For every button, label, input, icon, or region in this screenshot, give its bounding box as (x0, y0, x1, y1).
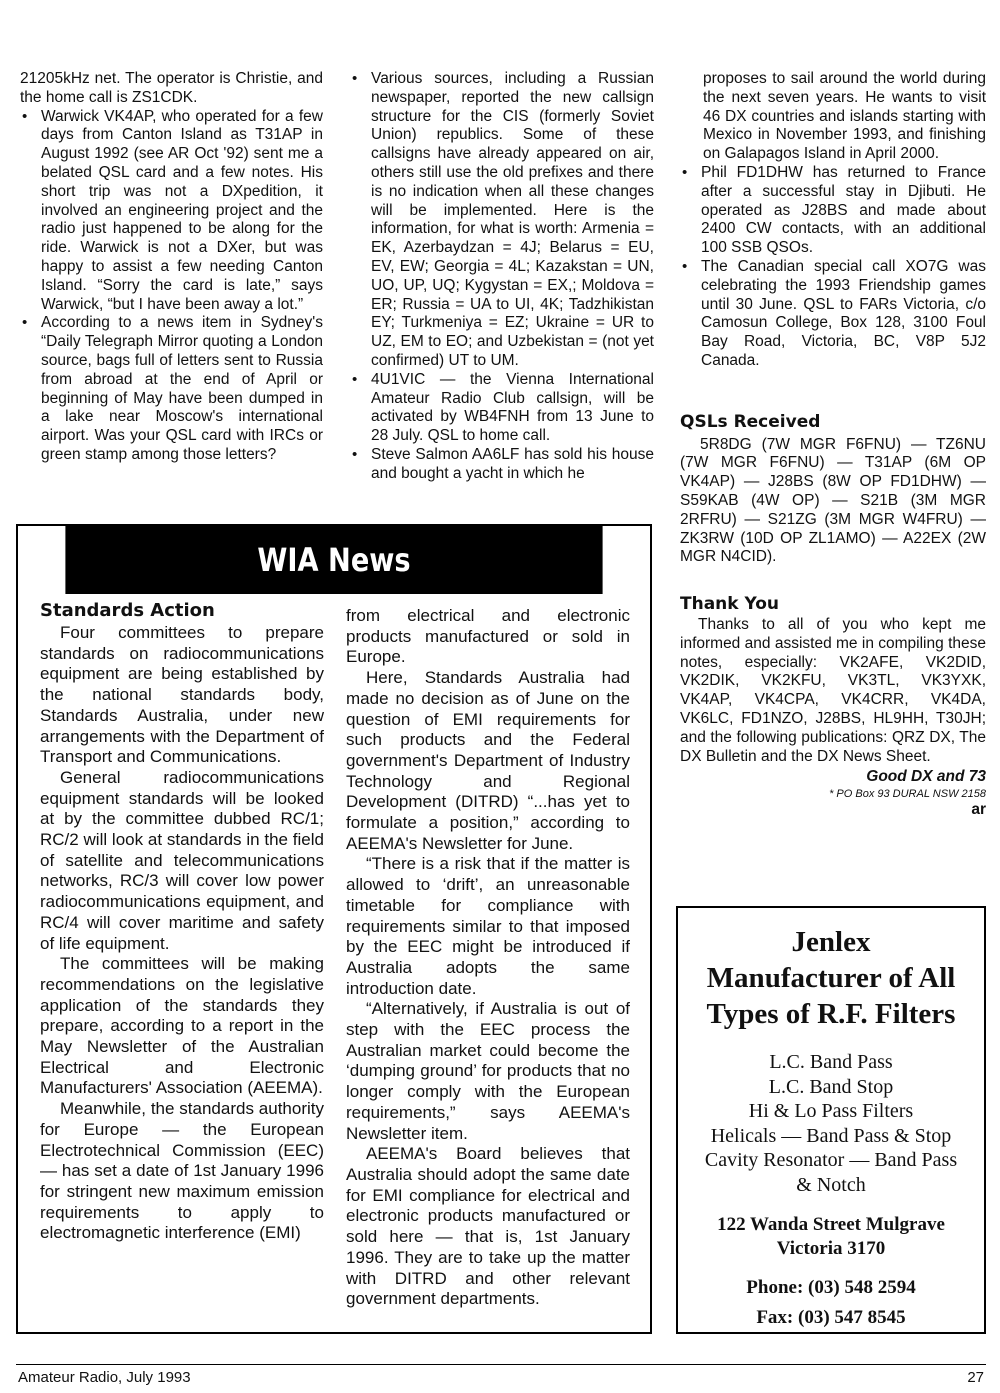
author-address: * PO Box 93 DURAL NSW 2158 (829, 788, 986, 801)
paragraph: proposes to sail around the world during the next seven years. He wants to visit 46 DX countries and islands starting with Mexico in November 1993, and finishing on Galapagos Island in April 2000. (703, 70, 986, 163)
paragraph: Four committees to prepare standards on radiocommunications equipment are being established by the national standards body, Standards Australia, under new arrangements with the Department of Transport and Communications. (40, 623, 324, 767)
paragraph: 21205kHz net. The operator is Christie, and the home call is ZS1CDK. (20, 70, 323, 106)
paragraph: AEEMA's Board believes that Australia should adopt the same date for EMI compliance for electrical and electronic products manufactured or sold here — that is, 1st January 1996. They are to take up the matter with DITRD and other relevant government departments. (346, 1144, 630, 1309)
paragraph: Meanwhile, the standards authority for Europe — the European Electrotechnical Commission (EEC) — has set a date of 1st January 1996 for stringent new maximum emission requirements to apply to electromagnetic interference (EMI) (40, 1099, 324, 1243)
qsls-text: 5R8DG (7W MGR F6FNU) — TZ6NU (7W MGR F6FNU) — T31AP (6M OP VK4AP) — J28BS (8W OP FD1DHW) — S59KAB (4W OP) — S21B (3M MGR 2RFRU) — S21ZG (3M MGR W4FRU) — ZK3RW (10D OP ZL1AMO) — A22EX (2W MGR N4CID). (680, 435, 986, 566)
paragraph: General radiocommunications equipment standards will be looked at by the committee dubbed RC/1; RC/2 will look at standards in the field of satellite and telecommunications networks, RC/3 will cover low power radiocommunications equipment, and RC/4 will cover maritime and safety of life equipment. (40, 767, 324, 953)
bullet-item: • Phil FD1DHW has returned to France after a successful stay in Djibuti. He operated as J28BS and made about 2400 CW contacts, with an additional 100 SSB QSOs. (680, 164, 986, 258)
ad-products (678, 1050, 984, 1197)
ad-title-line: Types of R.F. Filters (706, 998, 956, 1030)
thank-you-heading: Thank You (680, 594, 780, 615)
ad-title-line: Manufacturer of All (706, 962, 956, 994)
page-number: 27 (967, 1369, 984, 1386)
column-2 (350, 70, 654, 484)
ad-fax: Fax: (03) 547 8545 (756, 1307, 906, 1328)
ad-phone: Phone: (03) 548 2594 (746, 1277, 916, 1298)
bullet-item: • According to a news item in Sydney's “Daily Telegraph Mirror quoting a London source, bags full of letters sent to Russia from abroad at the end of April or beginning of May have been dumped in a lake near Moscow's international airport. Was your QSL card with IRCs or green stamp among those letters? (20, 314, 323, 464)
wia-right-column (346, 606, 630, 1310)
bullet-item: • Steve Salmon AA6LF has sold his house and bought a yacht in which he (350, 446, 654, 484)
ad-contact (678, 1273, 984, 1333)
paragraph: “Alternatively, if Australia is out of step with the EEC process the Australian market could become the ‘dumping ground’ for products that no longer comply with the European requirements,” says AEEMA's Newsletter item. (346, 999, 630, 1143)
paragraph: “There is a risk that if the matter is allowed to ‘drift’, an unreasonable timetable for compliance with requirements similar to that imposed by the EEC might be introduced if Australia adopts the same introduction date. (346, 854, 630, 998)
ad-address (678, 1213, 984, 1261)
paragraph: Here, Standards Australia had made no decision as of June on the question of EMI requirements for such products and the Federal government's Department of Industry Technology and Regional Development (DITRD) “...has yet to formulate a position,” according to AEEMA's Newsletter for June. (346, 668, 630, 853)
bullet-item: • Various sources, including a Russian newspaper, reported the new callsign structure for the CIS (formerly Soviet Union) republics. Some of these callsigns have already appeared on air, others still use the old prefixes and there is no indication when all these changes will be implemented. Here is the information, for what is worth: Armenia = EK, Azerbaydzan = 4J; Belarus = EU, EV, EW; Georgia = 4L; Kazakstan = UN, UO, UP, UQ; Kygystan = EX,; Moldova = ER; Russia = UA to UI, 4K; Tadzhikistan EY; Turkmeniya = EZ; Ukraine = UR to UZ, EM to EO; and Uzbekistan = (not yet confirmed) UT to UM. (350, 70, 654, 371)
column-3 (680, 70, 986, 820)
jenlex-advertisement (676, 906, 986, 1334)
ad-product-line: & Notch (796, 1173, 866, 1196)
ad-product-line: L.C. Band Pass (769, 1051, 893, 1073)
wia-news-box (16, 524, 652, 1334)
ad-title (678, 924, 984, 1032)
bullet-item: • Warwick VK4AP, who operated for a few days from Canton Island as T31AP in August 1992 (see AR Oct '92) sent me a belated QSL card and a few notes. His short trip was not a DXpedition, it involved an engineering project and the radio just happened to be along for the ride. Warwick is not a DXer, but was happy to assist a few needing Canton Island. “Sorry the card is late,” says Warwick, “but I have been away a lot.” (20, 108, 323, 315)
thank-you-text: Thanks to all of you who kept me informed and assisted me in compiling these notes, especially: VK2AFE, VK2DID, VK2DIK, VK2KFU, VK3TL, VK3YXK, VK4AP, VK4CPA, VK4CRR, VK4DA, VK6LC, FD1NZO, J28BS, HL9HH, T30JH; and the following publications: QRZ DX, The DX Bulletin and the DX News Sheet. (680, 615, 986, 765)
wia-left-column (40, 600, 324, 1244)
standards-action-heading: Standards Action (40, 600, 215, 621)
wia-news-title: WIA News (65, 526, 602, 594)
paragraph: from electrical and electronic products manufactured or sold in Europe. (346, 606, 630, 667)
column-1 (20, 70, 323, 465)
ad-title-line: Jenlex (791, 926, 871, 958)
footer-rule (16, 1364, 986, 1365)
end-mark: ar (971, 801, 986, 819)
paragraph: The committees will be making recommendations on the legislative application of the standards they prepare, according to a report in the May Newsletter of the Australian Electrical and Electronic Manufacturers' Association (AEEMA). (40, 954, 324, 1098)
signoff: Good DX and 73 (866, 768, 986, 786)
ad-address-line: 122 Wanda Street Mulgrave (717, 1214, 945, 1235)
bullet-item: • 4U1VIC — the Vienna International Amateur Radio Club callsign, will be activated by WB4FNH from 13 June to 28 July. QSL to home call. (350, 371, 654, 446)
footer-publication: Amateur Radio, July 1993 (18, 1369, 191, 1386)
bullet-item: • The Canadian special call XO7G was celebrating the 1993 Friendship games until 30 June. QSL to FARs Victoria, c/o Camosun College, Box 128, 3100 Foul Bay Road, Victoria, BC, V8P 5J2 Canada. (680, 258, 986, 371)
ad-product-line: Hi & Lo Pass Filters (748, 1100, 914, 1122)
qsls-heading: QSLs Received (680, 411, 821, 432)
ad-address-line: Victoria 3170 (776, 1238, 886, 1259)
ad-product-line: Cavity Resonator — Band Pass (704, 1149, 958, 1171)
ad-product-line: Helicals — Band Pass & Stop (710, 1124, 952, 1147)
ad-product-line: L.C. Band Stop (768, 1075, 894, 1098)
